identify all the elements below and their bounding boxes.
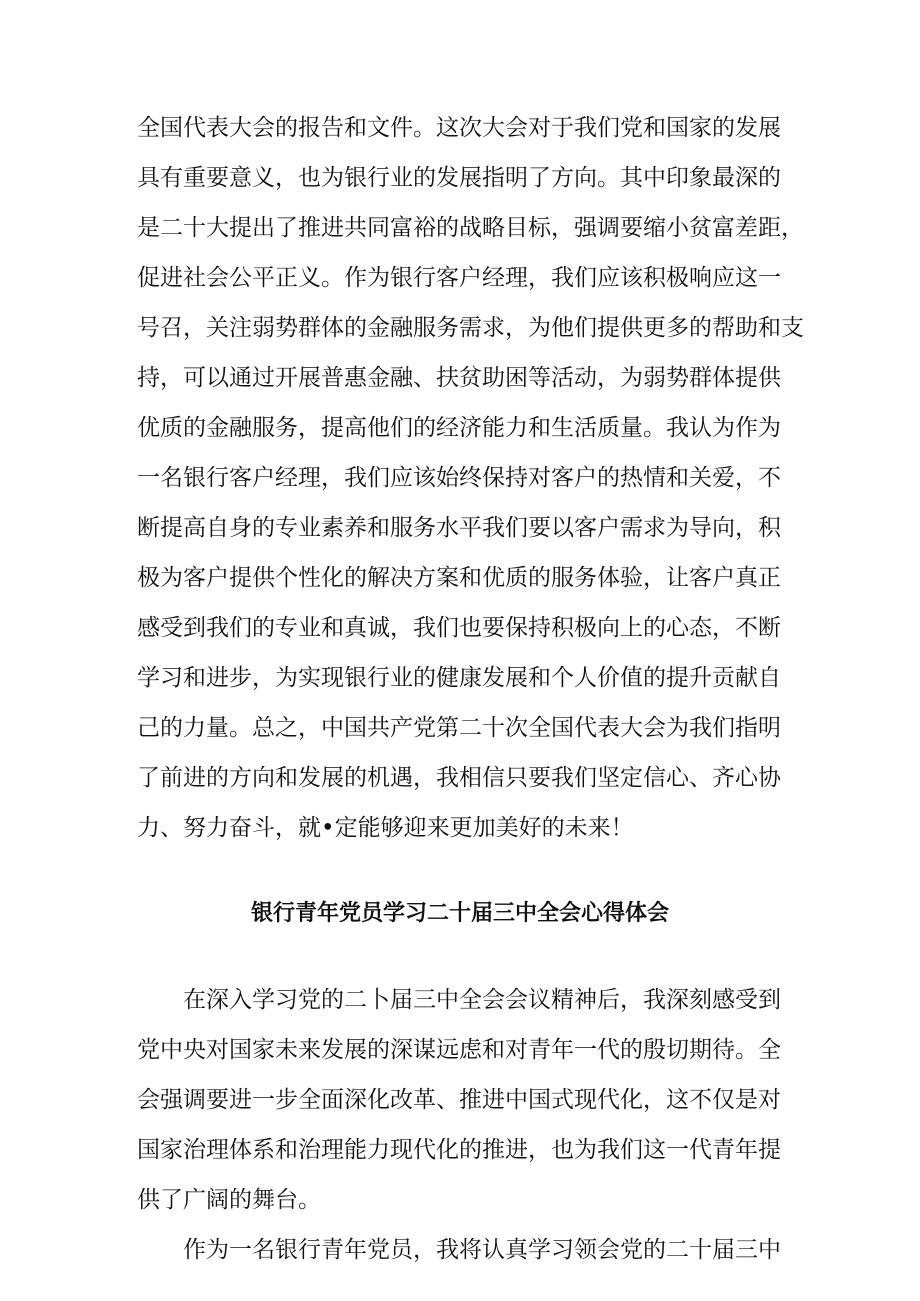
text-line: 己的力量。总之，中国共产党第二十次全国代表大会为我们指明 [137, 715, 781, 741]
text-line: 优质的金融服务，提高他们的经济能力和生活质量。我认为作为 [137, 415, 781, 441]
text-line: 感受到我们的专业和真诚，我们也要保持积极向上的心态，不断 [137, 615, 781, 641]
text-line: 断提高自身的专业素养和服务水平我们要以客户需求为导向，积 [137, 515, 781, 541]
text-line: 一名银行客户经理，我们应该始终保持对客户的热情和关爱，不 [137, 465, 781, 491]
text-line: 具有重要意义，也为银行业的发展指明了方向。其中印象最深的 [137, 165, 781, 191]
text-line: 全国代表大会的报告和文件。这次大会对于我们党和国家的发展 [137, 115, 781, 141]
text-line: 党中央对国家未来发展的深谋远虑和对青年一代的殷切期待。全 [137, 1037, 781, 1063]
text-line: 极为客户提供个性化的解决方案和优质的服务体验，让客户真正 [137, 565, 781, 591]
text-line: 了前进的方向和发展的机遇，我相信只要我们坚定信心、齐心协 [137, 765, 781, 791]
text-line: 是二十大提出了推进共同富裕的战略目标，强调要缩小贫富差距， [137, 215, 804, 241]
text-line: 促进社会公平正义。作为银行客户经理，我们应该积极响应这一 [137, 265, 781, 291]
text-line: 国家治理体系和治理能力现代化的推进，也为我们这一代青年提 [137, 1137, 781, 1163]
section-title: 银行青年党员学习二十届三中全会心得体会 [250, 900, 669, 926]
text-line: 持，可以通过开展普惠金融、扶贫助困等活动，为弱势群体提供 [137, 365, 781, 391]
text-line: 在深入学习党的二卜届三中全会会议精神后，我深刻感受到 [183, 987, 781, 1013]
text-line: 会强调要进一步全面深化改革、推进中国式现代化，这不仅是对 [137, 1087, 781, 1113]
text-line: 学习和进步，为实现银行业的健康发展和个人价值的提升贡献自 [137, 665, 781, 691]
text-line: 供了广阔的舞台。 [137, 1187, 321, 1213]
text-line: 作为一名银行青年党员，我将认真学习领会党的二十届三中 [183, 1237, 781, 1263]
text-line: 力、努力奋斗，就•定能够迎来更加美好的未来！ [137, 815, 634, 841]
text-line: 号召，关注弱势群体的金融服务需求，为他们提供更多的帮助和支 [137, 315, 804, 341]
